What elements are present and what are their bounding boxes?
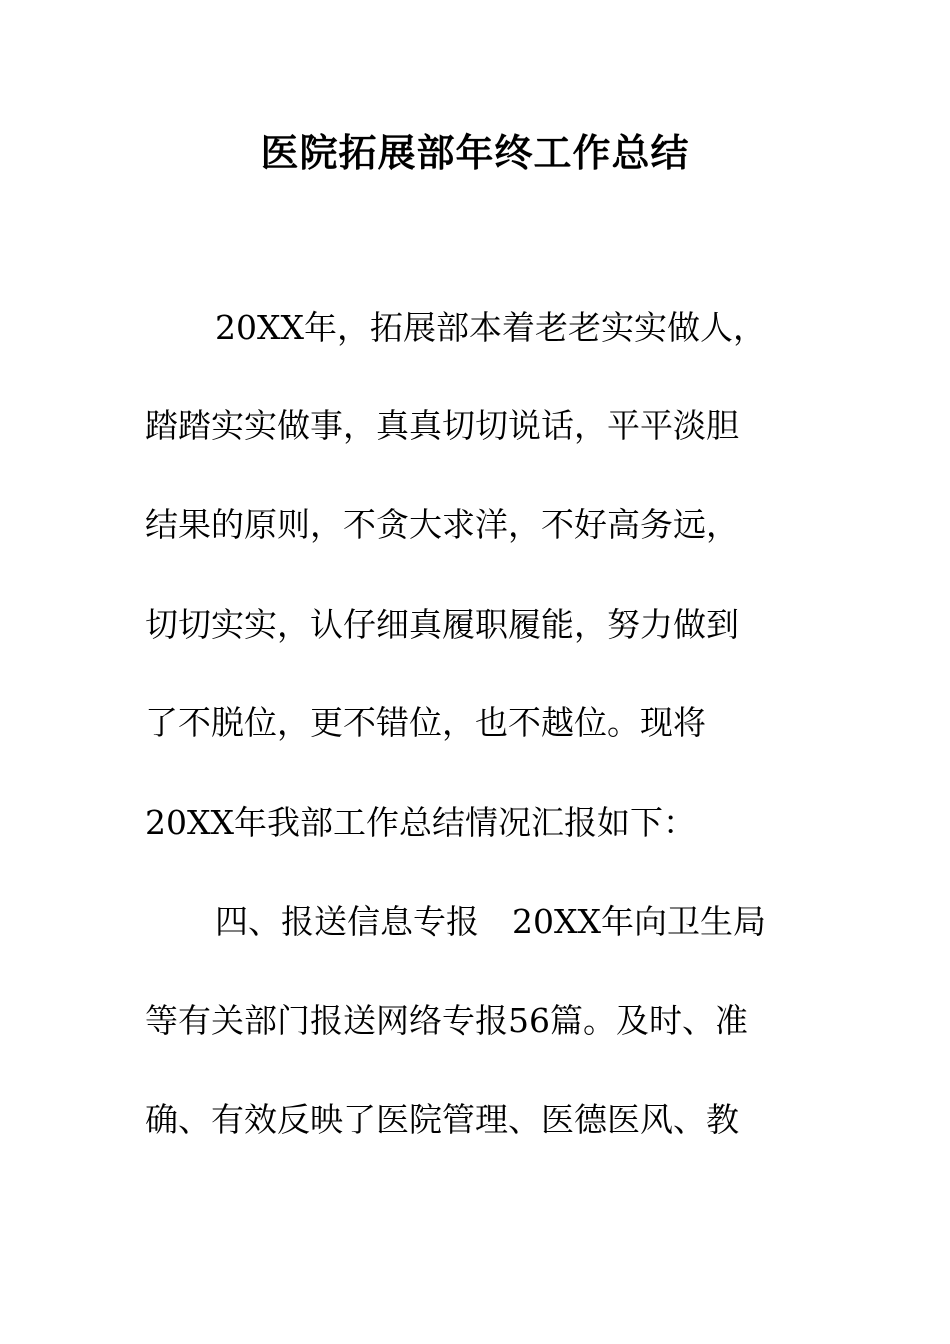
document-title: 医院拓展部年终工作总结 xyxy=(260,130,690,175)
paragraph-line: 切切实实，认仔细真履职履能，努力做到 xyxy=(145,605,739,644)
paragraph-line: 了不脱位，更不错位，也不越位。现将 xyxy=(145,703,706,742)
paragraph-line: 踏踏实实做事，真真切切说话，平平淡胆 xyxy=(145,406,739,445)
paragraph-line: 结果的原则，不贪大求洋，不好高务远， xyxy=(145,505,739,544)
paragraph-line: 确、有效反映了医院管理、医德医风、教 xyxy=(145,1100,739,1139)
paragraph-line: 等有关部门报送网络专报56篇。及时、准 xyxy=(145,1001,748,1040)
paragraph-line: 20XX年我部工作总结情况汇报如下： xyxy=(145,803,696,842)
paragraph-line: 20XX年，拓展部本着老老实实做人， xyxy=(215,308,766,347)
paragraph-line: 四、报送信息专报 20XX年向卫生局 xyxy=(215,902,766,941)
